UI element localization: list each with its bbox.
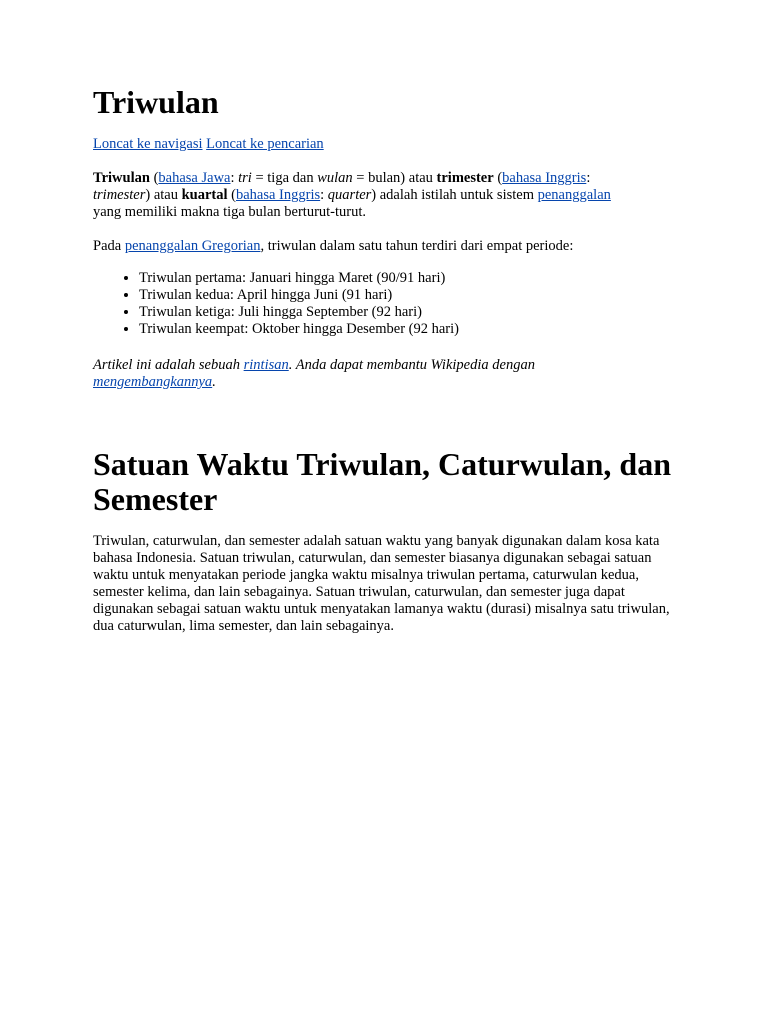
list-item: • Triwulan keempat: Oktober hingga Desember (92 hari): [139, 321, 683, 338]
jump-to-search-link[interactable]: Loncat ke pencarian: [206, 136, 324, 152]
bahasa-inggris-link-2[interactable]: bahasa Inggris: [235, 187, 321, 203]
article: [93, 84, 683, 635]
stub-notice: Artikel ini adalah sebuah rintisan. Anda dapat membantu Wikipedia dengan mengembangkannya.: [93, 357, 535, 390]
mengembangkannya-link[interactable]: mengembangkannya: [93, 374, 213, 390]
section-body: Triwulan, caturwulan, dan semester adalah satuan waktu yang banyak digunakan dalam kosa kata bahasa Indonesia. Satuan triwulan, caturwulan, dan semester biasanya digunakan sebagai satuan waktu untuk menyatakan periode jangka waktu misalnya triwulan pertama, caturwulan kedua, semester kelima, dan lain sebagainya. Satuan triwulan, caturwulan, dan semester juga dapat digunakan sebagai satuan waktu untuk menyatakan lamanya waktu (durasi) misalnya satu triwulan, dua caturwulan, lima semester, dan lain sebagainya.: [93, 533, 670, 634]
penanggalan-gregorian-link[interactable]: penanggalan Gregorian: [124, 238, 261, 254]
list-item: • Triwulan pertama: Januari hingga Maret (90/91 hari): [139, 270, 683, 287]
term-kuartal: kuartal: [181, 187, 228, 203]
term-triwulan: Triwulan: [93, 170, 150, 186]
jump-links: [93, 136, 683, 153]
term-trimester: trimester: [436, 170, 494, 186]
section-heading: Satuan Waktu Triwulan, Caturwulan, dan Semester: [93, 446, 671, 517]
penanggalan-link[interactable]: penanggalan: [537, 187, 611, 203]
calendar-paragraph: Pada penanggalan Gregorian, triwulan dalam satu tahun terdiri dari empat periode:: [93, 238, 574, 254]
rintisan-link[interactable]: rintisan: [243, 357, 289, 373]
bahasa-inggris-link[interactable]: bahasa Inggris: [502, 170, 587, 186]
list-item: • Triwulan kedua: April hingga Juni (91 hari): [139, 287, 683, 304]
page-title: Triwulan: [93, 84, 219, 120]
jump-to-navigation-link[interactable]: Loncat ke navigasi: [93, 136, 203, 152]
intro-paragraph: Triwulan (bahasa Jawa: tri = tiga dan wulan = bulan) atau trimester (bahasa Inggris: trimester) atau kuartal (bahasa Inggris: quarter) adalah istilah untuk sistem penanggalan yang memiliki makna tiga bulan berturut-turut.: [93, 170, 611, 220]
list-item: • Triwulan ketiga: Juli hingga September (92 hari): [139, 304, 683, 321]
bahasa-jawa-link[interactable]: bahasa Jawa: [158, 170, 231, 186]
period-list: [93, 270, 683, 338]
